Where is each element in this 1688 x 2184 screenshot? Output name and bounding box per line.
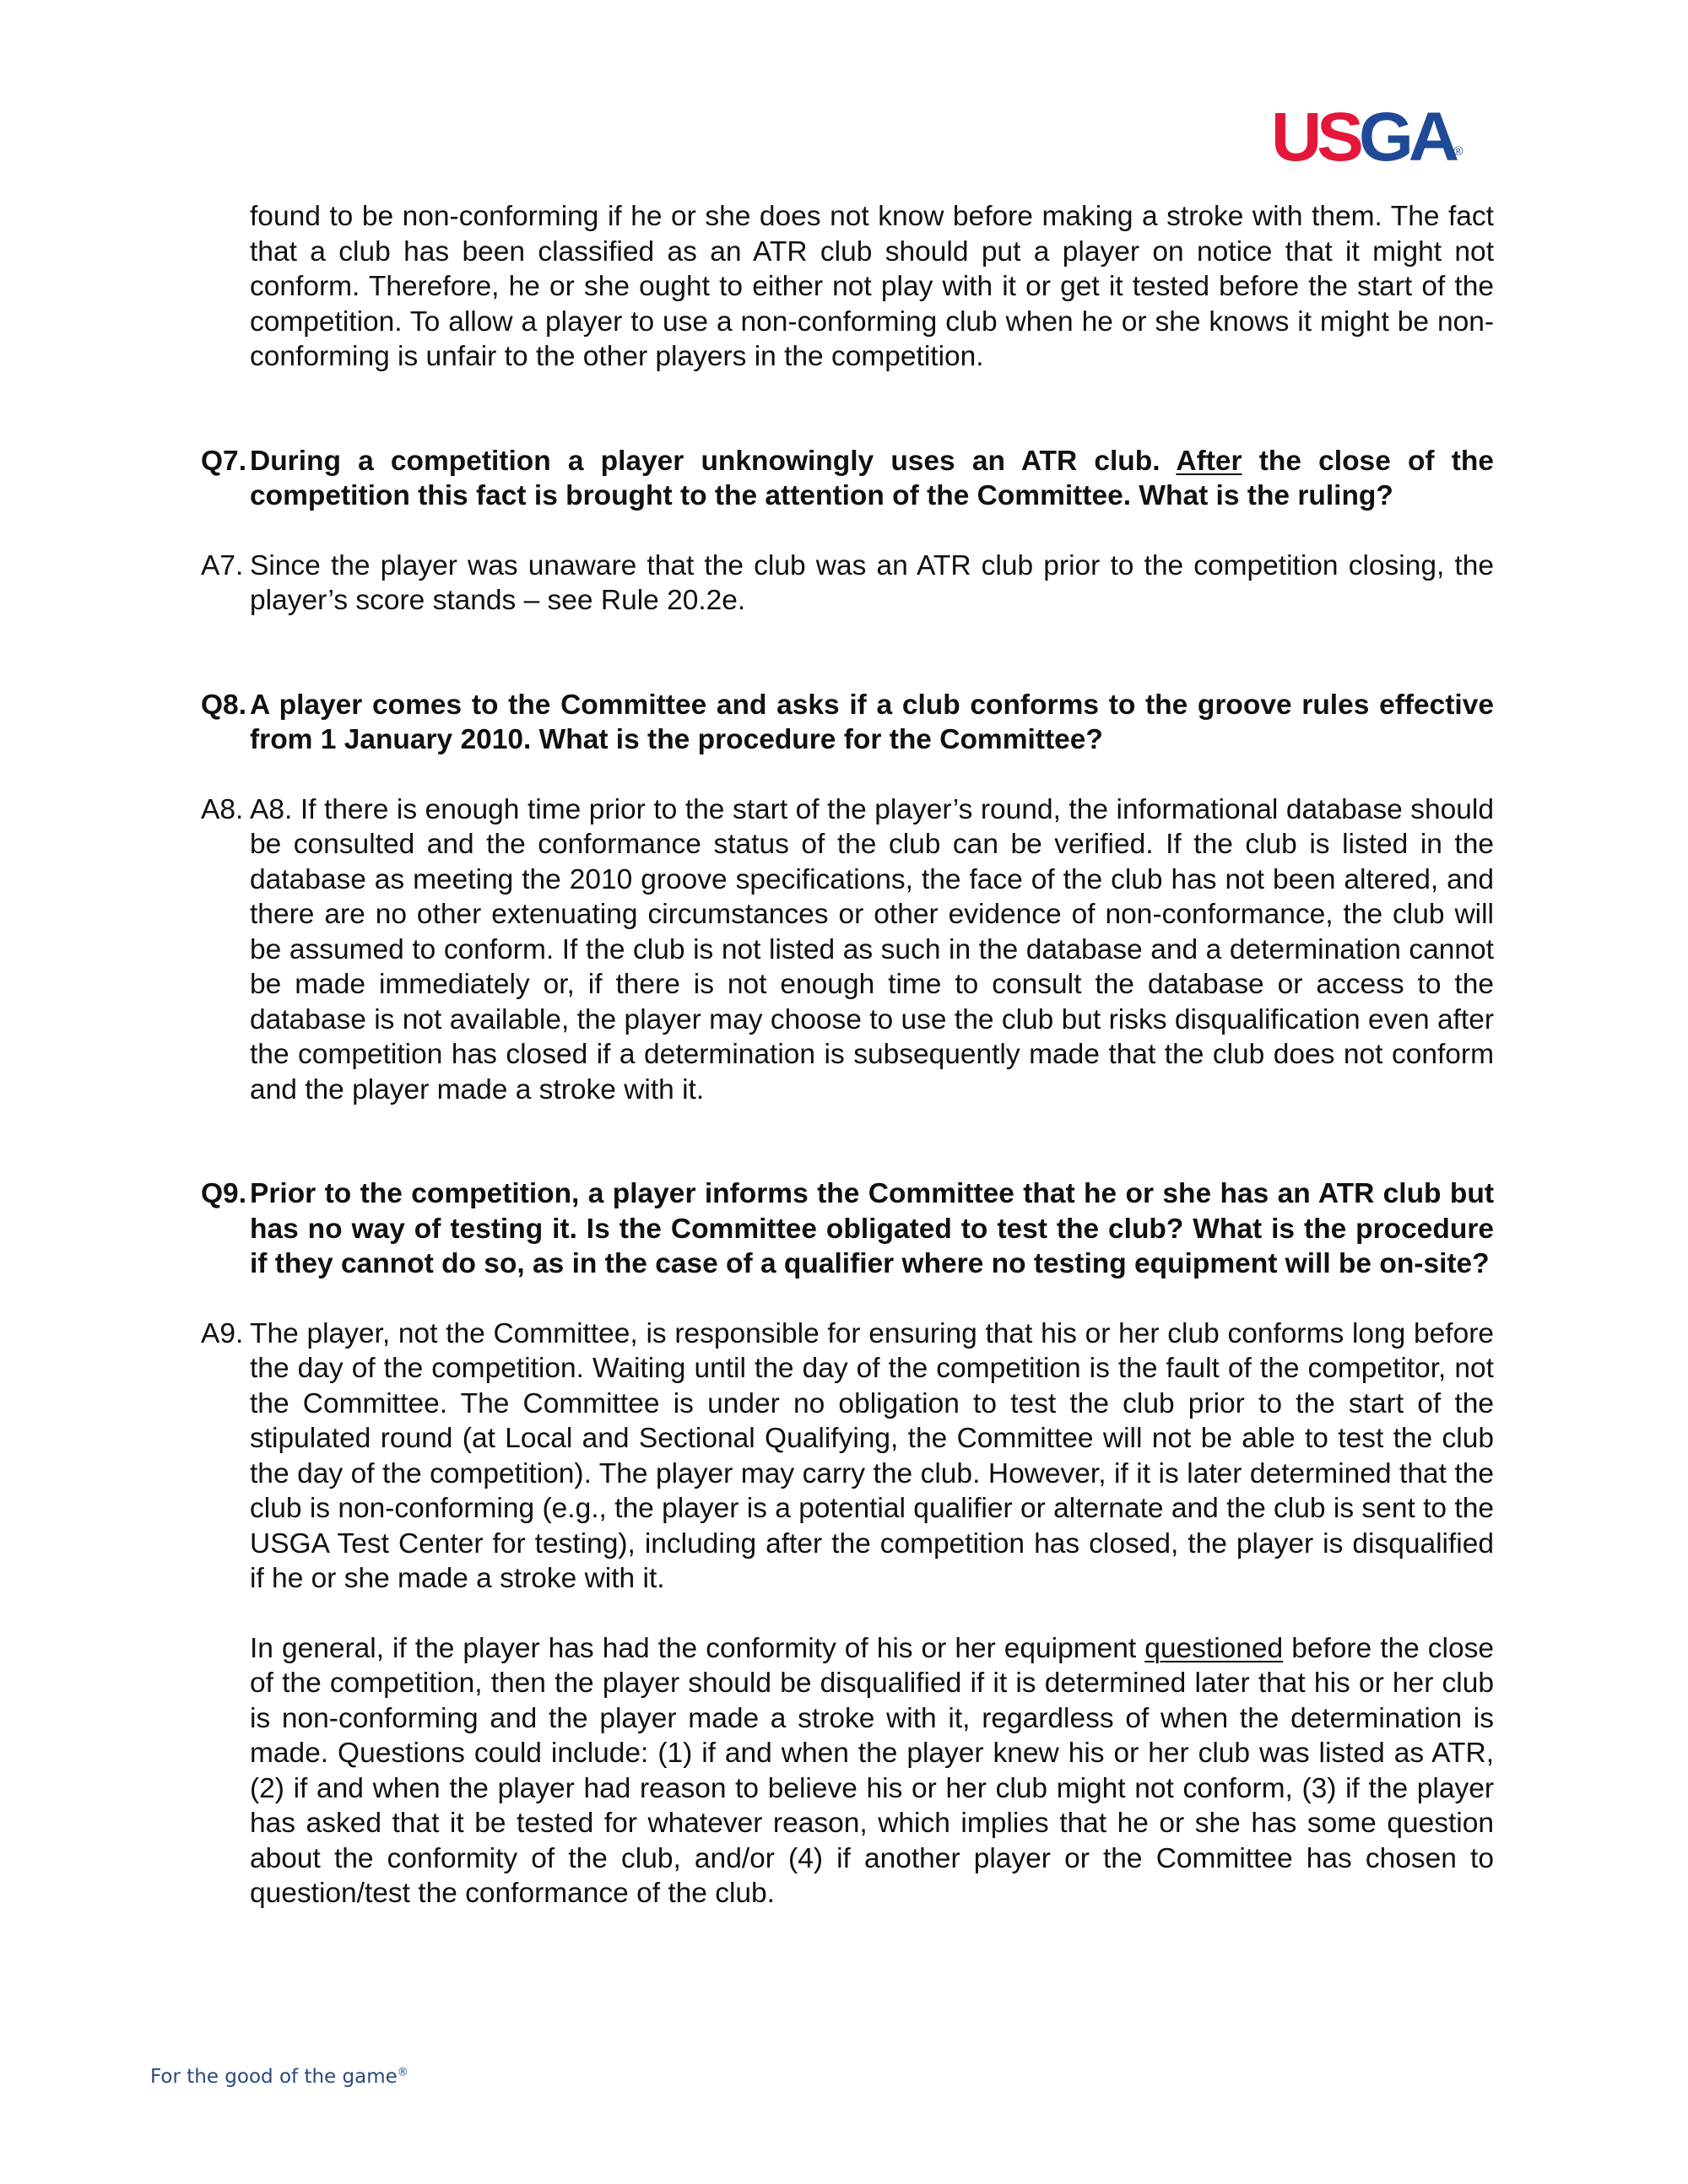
continued-paragraph: found to be non-conforming if he or she does not know before making a stroke with them. The fact that a club has been classified as an ATR club should put a player on notice that it might not conform. Therefore, he or she ought to either not play with it or get it tested before the start of the competition. To allow a player to use a non-conforming club when he or she knows it might be non-conforming is unfair to the other players in the competition. bbox=[250, 201, 1494, 372]
question-label: Q7. bbox=[201, 445, 246, 477]
logo-ga: GA bbox=[1358, 99, 1455, 176]
answer-label: A8. bbox=[201, 793, 244, 825]
answer-label: A7. bbox=[201, 549, 244, 581]
question-8 bbox=[201, 688, 1494, 758]
tagline-text: For the good of the game bbox=[150, 2066, 398, 2088]
footer-tagline bbox=[150, 2066, 408, 2088]
answer-label: A9. bbox=[201, 1317, 244, 1349]
registered-mark: ® bbox=[1453, 144, 1463, 159]
question-text: Prior to the competition, a player informs the Committee that he or she has an ATR club but has no way of testing it. Is the Committee obligated to test the club? What is the procedure if they cannot do so, as in the case of a qualifier where no testing equipment will be on-site? bbox=[250, 1178, 1494, 1279]
question-9 bbox=[201, 1176, 1494, 1282]
answer-7 bbox=[201, 549, 1494, 619]
answer-8 bbox=[201, 792, 1494, 1108]
underlined-word: questioned bbox=[1144, 1632, 1284, 1664]
document-body bbox=[201, 199, 1494, 1911]
paragraph-text-pre: In general, if the player has had the conformity of his or her equipment bbox=[250, 1632, 1145, 1664]
answer-text: Since the player was unaware that the club was an ATR club prior to the competition closing, the player’s score stands – see Rule 20.2e. bbox=[250, 549, 1494, 616]
question-7 bbox=[201, 444, 1494, 514]
question-text-pre: During a competition a player unknowingly uses an ATR club. bbox=[250, 445, 1177, 477]
answer-9 bbox=[201, 1316, 1494, 1597]
answer-9-paragraph-2 bbox=[201, 1631, 1494, 1911]
underlined-word: After bbox=[1176, 445, 1242, 477]
paragraph-text-post: before the close of the competition, then the player should be disqualified if it is determined later that his or her club is non-conforming and the player made a stroke with it, regardless of when the determination is made. Questions could include: (1) if and when the player knew his or her club was listed as ATR, (2) if and when the player had reason to believe his or her club might not conform, (3) if the player has asked that it be tested for whatever reason, which implies that he or she has some question about the conformity of the club, and/or (4) if another player or the Committee has chosen to question/test the conformance of the club. bbox=[250, 1632, 1494, 1909]
registered-mark: ® bbox=[397, 2066, 408, 2079]
question-label: Q8. bbox=[201, 689, 246, 721]
usga-logo bbox=[1270, 99, 1463, 176]
question-text: A player comes to the Committee and asks if a club conforms to the groove rules effective from 1 January 2010. What is the procedure for the Committee? bbox=[250, 689, 1494, 755]
question-label: Q9. bbox=[201, 1178, 246, 1209]
answer-text: A8. If there is enough time prior to the start of the player’s round, the informational database should be consulted and the conformance status of the club can be verified. If the club is listed in the database as meeting the 2010 groove specifications, the face of the club has not been altered, and there are no other extenuating circumstances or other evidence of non-conformance, the club will be assumed to conform. If the club is not listed as such in the database and a determination cannot be made immediately or, if there is not enough time to consult the database or access to the database is not available, the player may choose to use the club but risks disqualification even after the competition has closed if a determination is subsequently made that the club does not conform and the player made a stroke with it. bbox=[250, 793, 1494, 1106]
logo-us: US bbox=[1270, 99, 1359, 176]
question-text-post: the close of the competition this fact is brought to the attention of the Committee. What is the ruling? bbox=[250, 445, 1494, 511]
answer-text: The player, not the Committee, is responsible for ensuring that his or her club conforms long before the day of the competition. Waiting until the day of the competition is the fault of the competitor, not the Committee. The Committee is under no obligation to test the club prior to the start of the stipulated round (at Local and Sectional Qualifying, the Committee will not be able to test the club the day of the competition). The player may carry the club. However, if it is later determined that the club is non-conforming (e.g., the player is a potential qualifier or alternate and the club is sent to the USGA Test Center for testing), including after the competition has closed, the player is disqualified if he or she made a stroke with it. bbox=[250, 1317, 1494, 1594]
